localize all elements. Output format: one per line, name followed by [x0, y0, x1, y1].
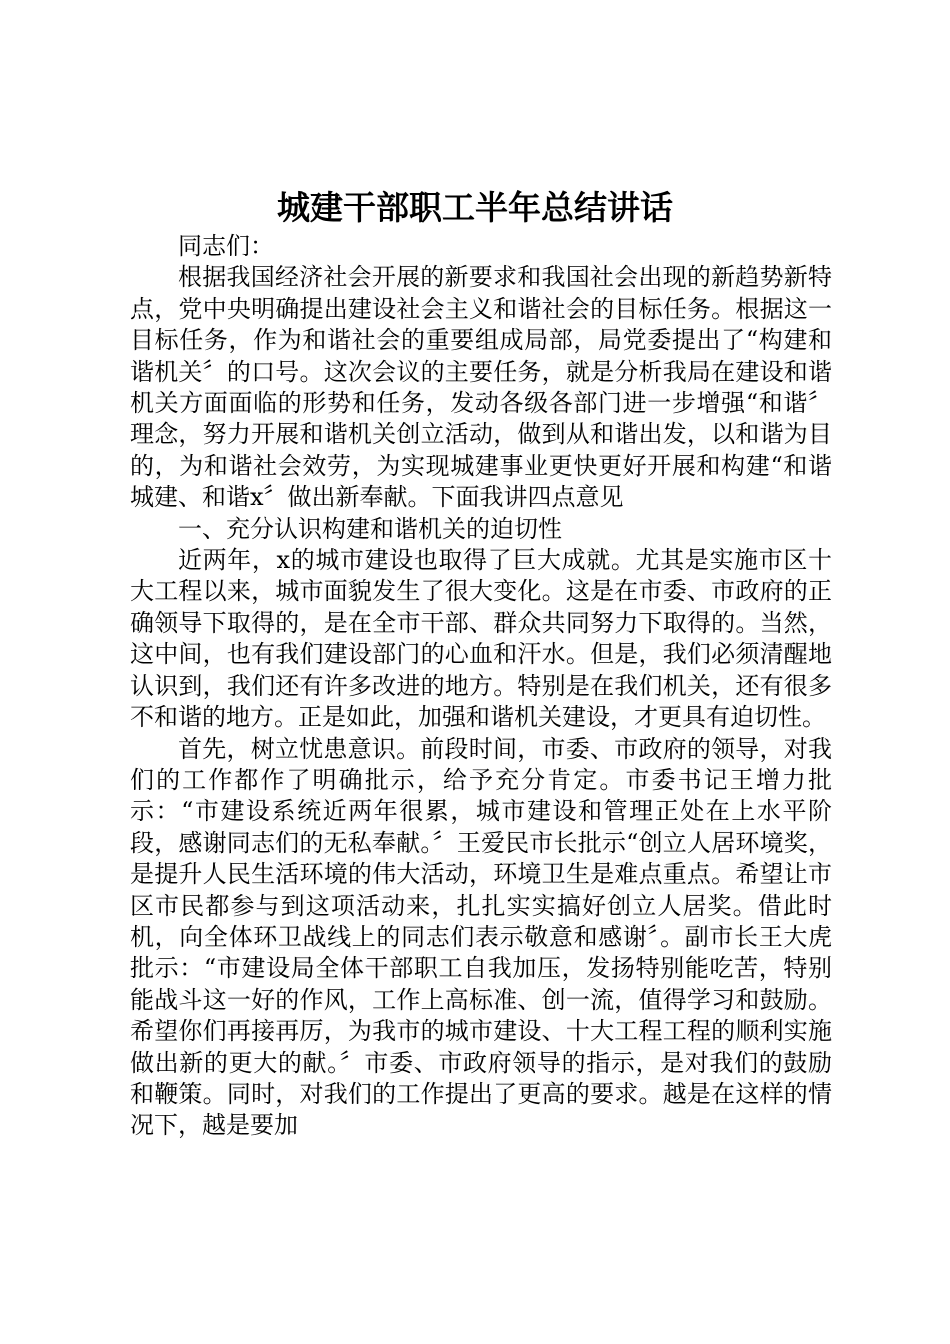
salutation-paragraph: 同志们：: [178, 232, 274, 260]
document-title: 城建干部职工半年总结讲话: [277, 188, 673, 227]
section-heading: 一、充分认识构建和谐机关的迫切性: [178, 514, 562, 543]
body-paragraph: 近两年，x的城市建设也取得了巨大成就。尤其是实施市区十大工程以来，城市面貌发生了很大变化。这是在市委、市政府的正确领导下取得的，是在全市干部、群众共同努力下取得的。当然，这中间，也有我们建设部门的心血和汗水。但是，我们必须清醒地认识到，我们还有许多改进的地方。特别是在我们机关，还有很多不和谐的地方。正是如此，加强和谐机关建设，才更具有迫切性。: [130, 546, 832, 732]
intro-paragraph: 根据我国经济社会开展的新要求和我国社会出现的新趋势新特点，党中央明确提出建设社会主义和谐社会的目标任务。根据这一目标任务，作为和谐社会的重要组成局部，局党委提出了“构建和谐机关〞的口号。这次会议的主要任务，就是分析我局在建设和谐机关方面面临的形势和任务，发动各级各部门进一步增强“和谐〞理念，努力开展和谐机关创立活动，做到从和谐出发，以和谐为目的，为和谐社会效劳，为实现城建事业更快更好开展和构建“和谐城建、和谐x〞做出新奉献。下面我讲四点意见: [130, 263, 832, 512]
body-paragraph: 首先，树立忧患意识。前段时间，市委、市政府的领导，对我们的工作都作了明确批示，给予充分肯定。市委书记王增力批示：“市建设系统近两年很累，城市建设和管理正处在上水平阶段，感谢同志们的无私奉献。〞王爱民市长批示“创立人居环境奖，是提升人民生活环境的伟大活动，环境卫生是难点重点。希望让市区市民都参与到这项活动来，扎扎实实搞好创立人居奖。借此时机，向全体环卫战线上的同志们表示敬意和感谢〞。副市长王大虎批示：“市建设局全体干部职工自我加压，发扬特别能吃苦，特别能战斗这一好的作风，工作上高标准、创一流，值得学习和鼓励。希望你们再接再厉，为我市的城市建设、十大工程工程的顺利实施做出新的更大的献。〞市委、市政府领导的指示，是对我们的鼓励和鞭策。同时，对我们的工作提出了更高的要求。越是在这样的情况下，越是要加: [130, 734, 832, 1140]
document-body: [130, 231, 832, 1142]
